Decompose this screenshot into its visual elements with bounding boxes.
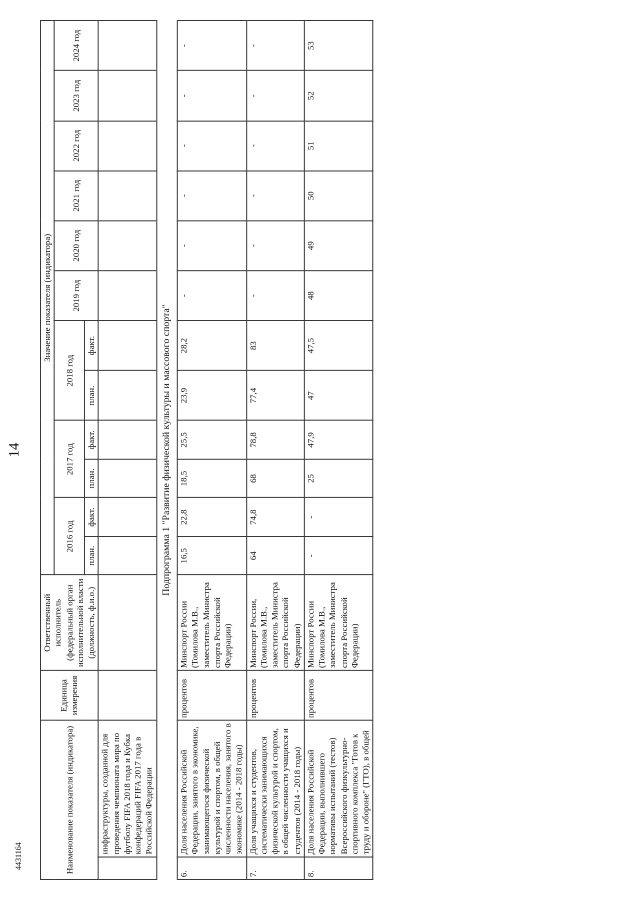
indicator-name: Доля учащихся и студентов, систематически занимающихся физической культурой и спортом, в общей численности учащихся и студентов (2014 - 2018 годы): [246, 720, 304, 856]
value-cell: -: [304, 498, 373, 537]
unit-cell: процентов: [304, 670, 373, 720]
responsible-cell: Минспорт России, (Томилова М.В., заместитель Министра спорта Российской Федерации): [246, 575, 304, 670]
value-cell: 25,5: [177, 421, 246, 460]
value-cell: 49: [304, 221, 373, 271]
value-cell: -: [246, 221, 304, 271]
header-2021: 2021 год: [54, 171, 98, 221]
header-2017: 2017 год: [54, 421, 84, 498]
table-row: [304, 20, 373, 879]
header-2016: 2016 год: [54, 498, 84, 575]
header-unit: Единица измерения: [40, 670, 98, 720]
value-cell: 23,9: [177, 371, 246, 421]
value-cell: 53: [304, 20, 373, 70]
value-cell: 47,9: [304, 421, 373, 460]
value-cell: -: [246, 71, 304, 121]
unit-cell: процентов: [246, 670, 304, 720]
row-number: 6.: [177, 857, 246, 880]
header-plan-2016: план.: [84, 536, 98, 575]
value-cell: 16,5: [177, 536, 246, 575]
value-cell: -: [246, 171, 304, 221]
continuation-row: [98, 20, 156, 879]
doc-code: 4431164: [14, 842, 23, 870]
value-cell: -: [246, 121, 304, 171]
header-values-group: Значение показателя (индикатора): [40, 20, 54, 575]
header-2020: 2020 год: [54, 221, 98, 271]
subprogram-row: [156, 20, 177, 879]
row-number: 8.: [304, 857, 373, 880]
header-2019: 2019 год: [54, 271, 98, 321]
header-2018: 2018 год: [54, 321, 84, 421]
header-plan-2018: план.: [84, 371, 98, 421]
table-row: [246, 20, 304, 879]
header-fact-2016: факт.: [84, 498, 98, 537]
unit-cell: процентов: [177, 670, 246, 720]
header-row-1: [40, 20, 54, 879]
value-cell: 51: [304, 121, 373, 171]
subprogram-title: Подпрограмма 1 "Развитие физической культуры и массового спорта": [156, 20, 177, 879]
header-2022: 2022 год: [54, 121, 98, 171]
value-cell: 47: [304, 371, 373, 421]
value-cell: 28,2: [177, 321, 246, 371]
row-number: 7.: [246, 857, 304, 880]
table-row: [177, 20, 246, 879]
value-cell: 52: [304, 71, 373, 121]
value-cell: 25: [304, 459, 373, 498]
page-number: 14: [6, 442, 23, 458]
value-cell: -: [304, 536, 373, 575]
header-fact-2018: факт.: [84, 321, 98, 371]
responsible-cell: Минспорт России (Томилова М.В., заместитель Министра спорта Российской Федерации): [177, 575, 246, 670]
header-2023: 2023 год: [54, 71, 98, 121]
value-cell: -: [246, 20, 304, 70]
header-responsible: Ответственный исполнитель (федеральный орган исполнительной власти (должность, ф.и.о.): [40, 575, 98, 670]
value-cell: 74,8: [246, 498, 304, 537]
indicator-name: Доля населения Российской Федерации, выполнившего нормативы испытаний (тестов) Всероссийского физкультурно-спортивного комплекса "Готов к труду и обороне" (ГТО), в общей: [304, 720, 373, 856]
value-cell: -: [177, 20, 246, 70]
value-cell: 78,8: [246, 421, 304, 460]
header-indicator-name: Наименование показателя (индикатора): [40, 720, 98, 879]
value-cell: 50: [304, 171, 373, 221]
value-cell: 64: [246, 536, 304, 575]
value-cell: 77,4: [246, 371, 304, 421]
value-cell: 83: [246, 321, 304, 371]
value-cell: 18,5: [177, 459, 246, 498]
value-cell: -: [177, 221, 246, 271]
responsible-cell: Минспорт России (Томилова М.В., заместитель Министра спорта Российской Федерации): [304, 575, 373, 670]
continuation-text: инфраструктуры, созданной для проведения чемпионата мира по футболу FIFA 2018 года и Кубка конфедераций FIFA 2017 года в Российской Федерации: [98, 720, 156, 856]
value-cell: 22,8: [177, 498, 246, 537]
indicator-table: [40, 20, 373, 880]
value-cell: 47,5: [304, 321, 373, 371]
value-cell: -: [177, 71, 246, 121]
header-plan-2017: план.: [84, 459, 98, 498]
value-cell: -: [177, 171, 246, 221]
value-cell: -: [177, 121, 246, 171]
header-2024: 2024 год: [54, 20, 98, 70]
header-fact-2017: факт.: [84, 421, 98, 460]
value-cell: 68: [246, 459, 304, 498]
value-cell: 48: [304, 271, 373, 321]
value-cell: -: [246, 271, 304, 321]
indicator-name: Доля населения Российской Федерации, занятого в экономике, занимающегося физической культурой и спортом, в общей численности населения, занятого в экономике (2014 - 2018 годы): [177, 720, 246, 856]
value-cell: -: [177, 271, 246, 321]
